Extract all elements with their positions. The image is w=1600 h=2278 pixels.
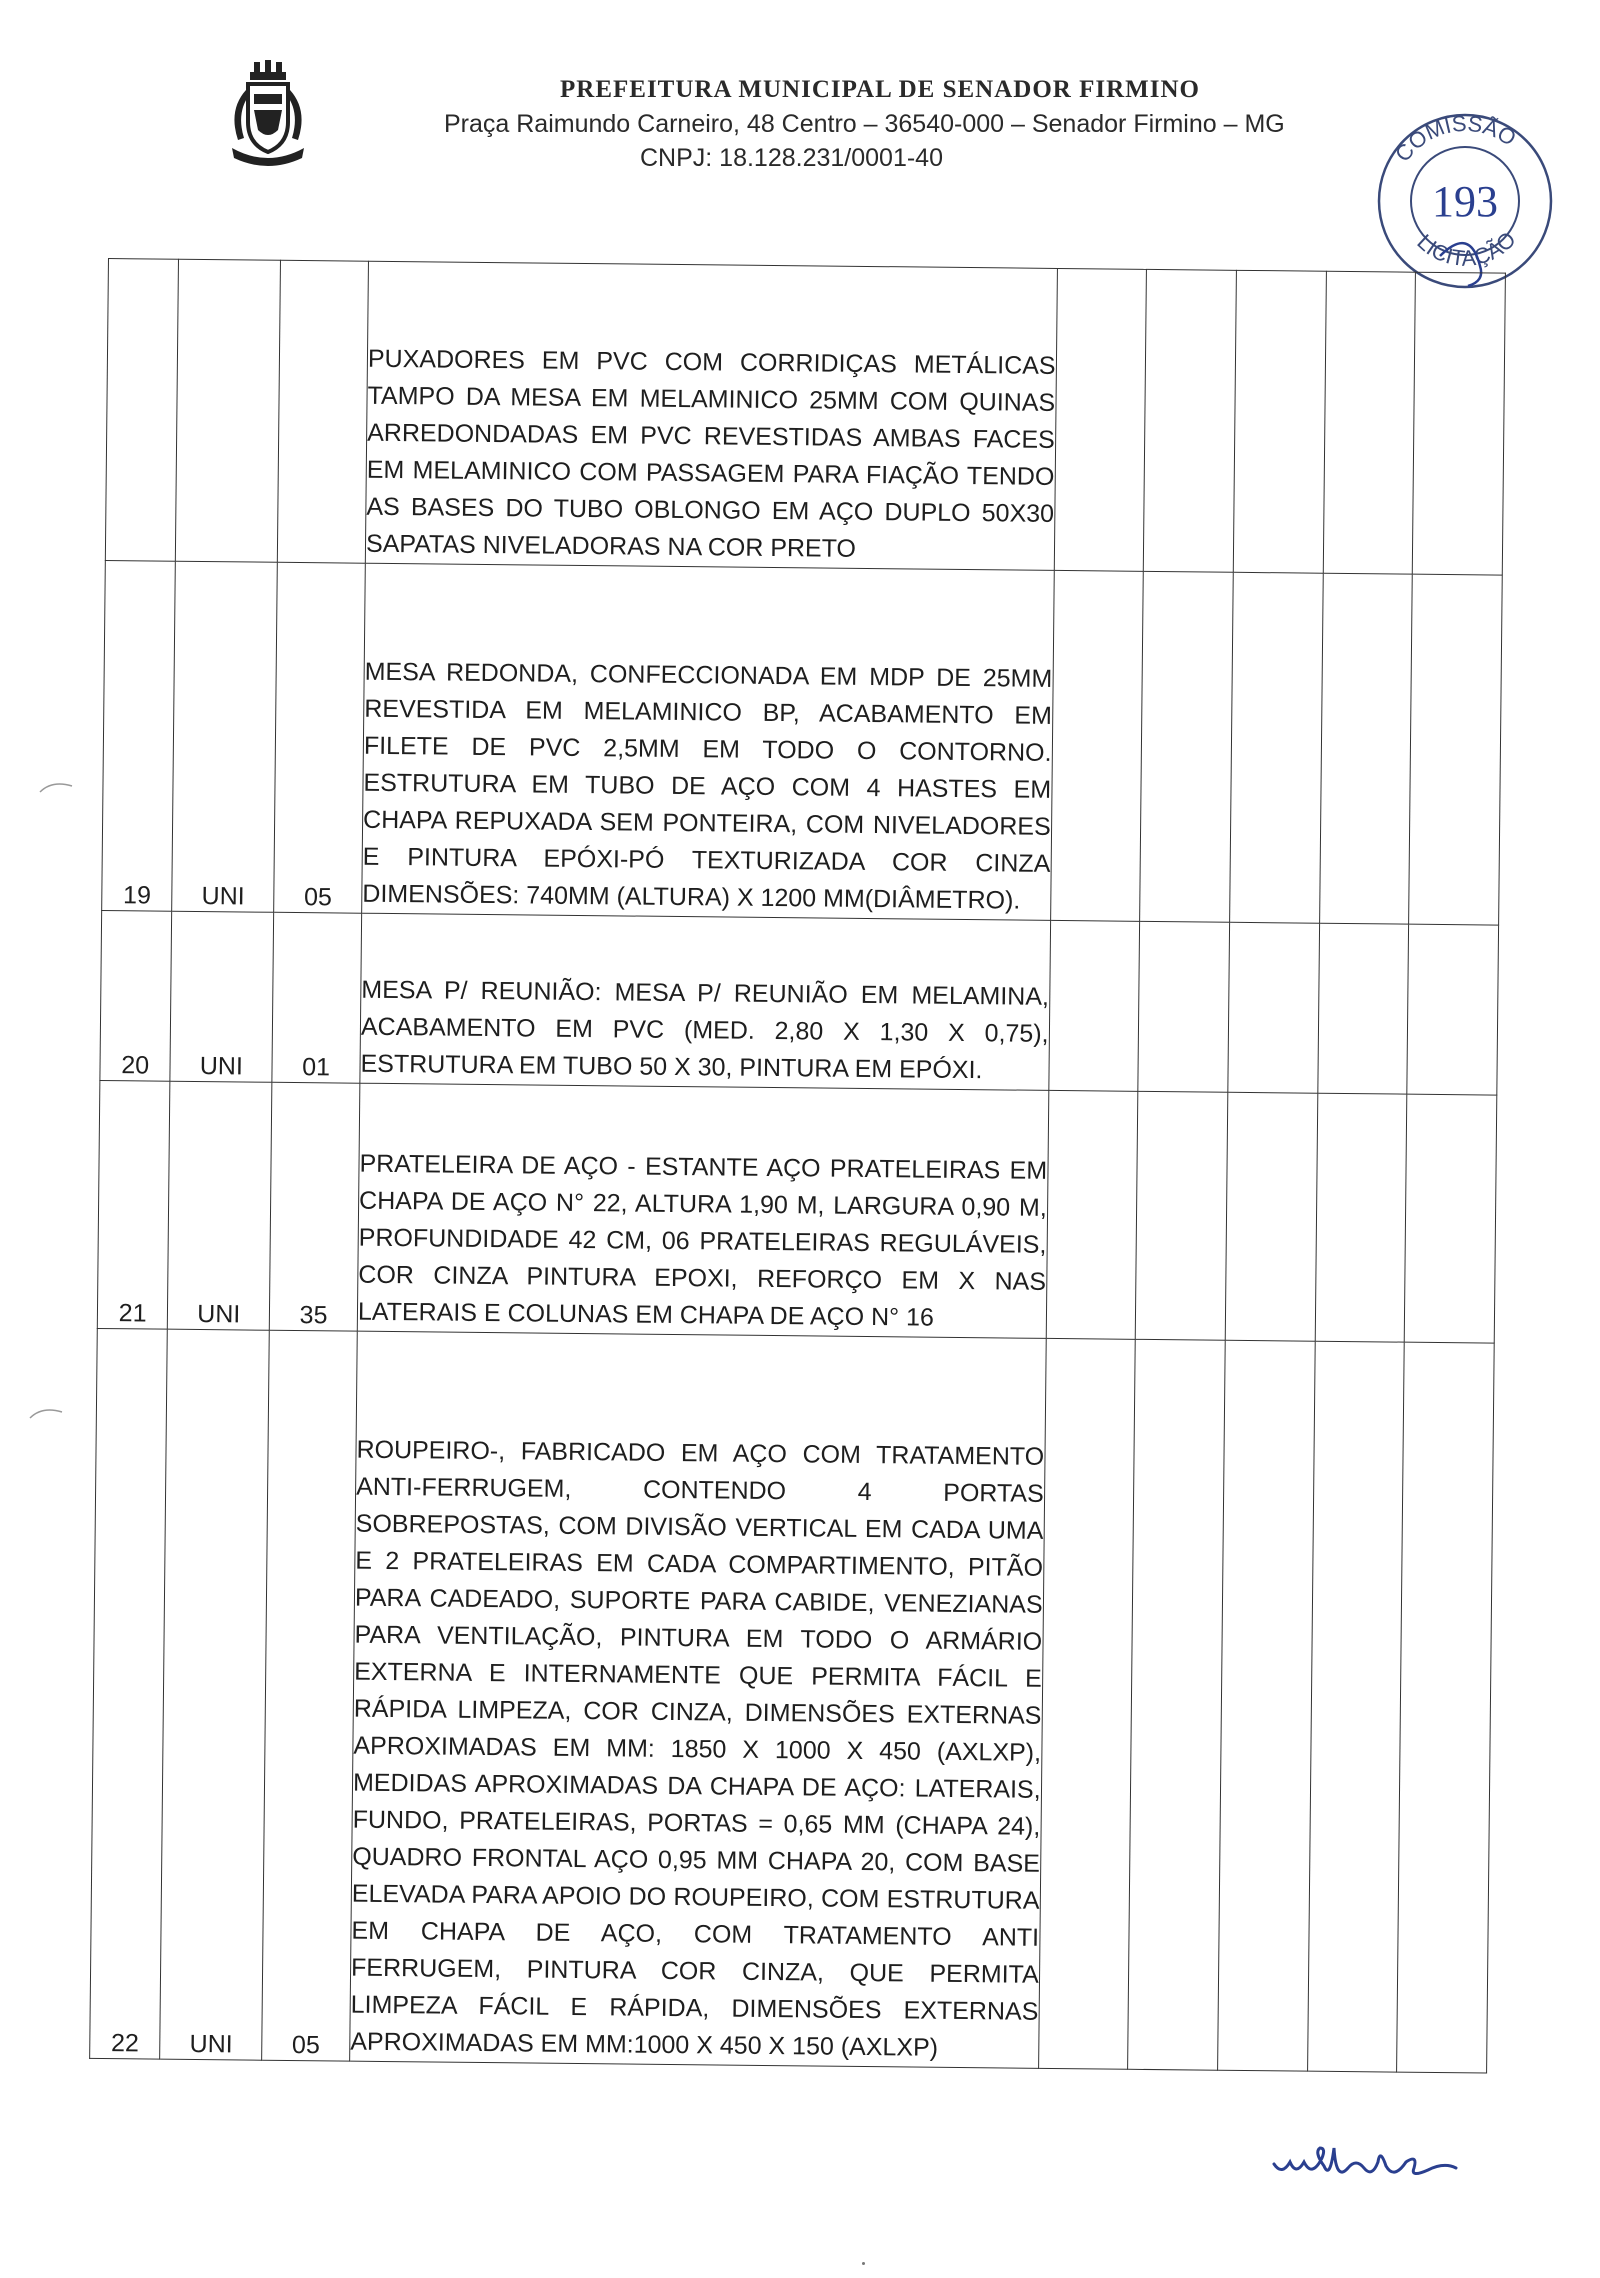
empty-cell — [1409, 574, 1502, 925]
item-number: 22 — [90, 1328, 168, 2059]
item-description: MESA REDONDA, CONFECCIONADA EM MDP DE 25MM REVESTIDA EM MELAMINICO BP, ACABAMENTO EM FILETE DE PVC 2,5MM EM TODO O CONTORNO. ESTRUTURA EM TUBO DE AÇO COM 4 HASTES EM CHAPA REPUXADA SEM PONTEIRA, COM NIVELADORES E PINTURA EPÓXI-PÓ TEXTURIZADA COR CINZA DIMENSÕES: 740MM (ALTURA) X 1200 MM(DIÂMETRO). — [362, 563, 1054, 920]
table-row — [90, 1328, 1495, 2073]
empty-cell — [1140, 571, 1233, 922]
item-number: 20 — [100, 910, 172, 1081]
table-row — [97, 1080, 1497, 1343]
item-number — [105, 259, 179, 562]
empty-cell — [1317, 923, 1408, 1094]
item-description: PUXADORES EM PVC COM CORRIDIÇAS METÁLICAS TAMPO DA MESA EM MELAMINICO 25MM COM QUINAS ARREDONDADAS EM PVC REVESTIDAS AMBAS FACES EM MELAMINICO COM PASSAGEM PARA FIAÇÃO TENDO AS BASES DO TUBO OBLONGO EM AÇO DUPLO 50X30 SAPATAS NIVELADORAS NA COR PRETO — [365, 261, 1057, 570]
empty-cell — [1404, 1094, 1496, 1343]
empty-cell — [1233, 270, 1326, 573]
scan-mark — [28, 1404, 68, 1420]
item-quantity: 05 — [274, 562, 365, 913]
item-quantity: 01 — [272, 912, 362, 1083]
item-description: ROUPEIRO-, FABRICADO EM AÇO COM TRATAMENTO ANTI-FERRUGEM, CONTENDO 4 PORTAS SOBREPOSTAS, COM DIVISÃO VERTICAL EM CADA UMA E 2 PRATELEIRAS EM CADA COMPARTIMENTO, PITÃO PARA CADEADO, SUPORTE PARA CABIDE, VENEZIANAS PARA VENTILAÇÃO, PINTURA EM TODO O ARMÁRIO EXTERNA E INTERNAMENTE QUE PERMITA FÁCIL E RÁPIDA LIMPEZA, COR CINZA, DIMENSÕES EXTERNAS APROXIMADAS EM MM: 1850 X 1000 X 450 (AXLXP), MEDIDAS APROXIMADAS DA CHAPA DE AÇO: LATERAIS, FUNDO, PRATELEIRAS, PORTAS = 0,65 MM (CHAPA 24), QUADRO FRONTAL AÇO 0,95 MM CHAPA 20, COM BASE ELEVADA PARA APOIO DO ROUPEIRO, COM ESTRUTURA EM CHAPA DE AÇO, COM TRATAMENTO ANTI FERRUGEM, PINTURA COR CINZA, QUE PERMITA LIMPEZA FÁCIL E RÁPIDA, DIMENSÕES EXTERNAS APROXIMADAS EM MM:1000 X 450 X 150 (AXLXP) — [350, 1331, 1046, 2068]
empty-cell — [1138, 921, 1229, 1092]
item-number: 21 — [97, 1080, 170, 1329]
item-description: MESA P/ REUNIÃO: MESA P/ REUNIÃO EM MELAMINA, ACABAMENTO EM PVC (MED. 2,80 X 1,30 X 0,75), ESTRUTURA EM TUBO 50 X 30, PINTURA EM EPÓXI. — [360, 913, 1050, 1090]
item-quantity: 35 — [270, 1082, 360, 1331]
empty-cell — [1136, 1091, 1228, 1340]
municipality-cnpj: CNPJ: 18.128.231/0001-40 — [640, 144, 943, 172]
municipality-title: PREFEITURA MUNICIPAL DE SENADOR FIRMINO — [560, 76, 1200, 103]
empty-cell — [1225, 1092, 1317, 1341]
stamp-page-number: 193 — [1432, 177, 1498, 226]
empty-cell — [1128, 1339, 1225, 2070]
scan-speck — [862, 2262, 865, 2265]
empty-cell — [1413, 272, 1506, 575]
stamp-top-text: COMISSÃO — [1389, 110, 1521, 167]
empty-cell — [1407, 924, 1499, 1095]
item-quantity: 05 — [262, 1330, 357, 2061]
empty-cell — [1038, 1338, 1135, 2069]
table-row — [102, 560, 1503, 925]
stamp-bottom-text: LICITAÇÃO — [1412, 226, 1521, 271]
item-unit — [176, 259, 281, 562]
empty-cell — [1050, 570, 1143, 921]
municipal-crest-icon — [218, 60, 318, 170]
scan-mark — [38, 778, 78, 794]
item-unit: UNI — [160, 1329, 269, 2060]
empty-cell — [1323, 271, 1416, 574]
table-row — [100, 910, 1499, 1095]
signature-icon — [1268, 2118, 1508, 2198]
items-table — [89, 258, 1506, 2074]
empty-cell — [1218, 1340, 1315, 2071]
empty-cell — [1230, 572, 1323, 923]
empty-cell — [1315, 1093, 1407, 1342]
commission-stamp — [1370, 106, 1560, 296]
item-unit: UNI — [170, 911, 274, 1082]
empty-cell — [1319, 573, 1412, 924]
municipality-address: Praça Raimundo Carneiro, 48 Centro – 36540-000 – Senador Firmino – MG — [444, 110, 1285, 138]
empty-cell — [1228, 922, 1319, 1093]
empty-cell — [1054, 268, 1147, 571]
empty-cell — [1046, 1090, 1138, 1339]
empty-cell — [1144, 269, 1237, 572]
item-quantity — [278, 260, 369, 563]
table-row — [105, 259, 1505, 576]
empty-cell — [1397, 1342, 1494, 2073]
empty-cell — [1307, 1341, 1404, 2072]
empty-cell — [1048, 920, 1139, 1091]
item-number: 19 — [102, 560, 176, 911]
item-unit: UNI — [168, 1081, 272, 1330]
item-unit: UNI — [172, 561, 277, 912]
item-description: PRATELEIRA DE AÇO - ESTANTE AÇO PRATELEIRAS EM CHAPA DE AÇO N° 22, ALTURA 1,90 M, LARGURA 0,90 M, PROFUNDIDADE 42 CM, 06 PRATELEIRAS REGULÁVEIS, COR CINZA PINTURA EPOXI, REFORÇO EM X NAS LATERAIS E COLUNAS EM CHAPA DE AÇO N° 16 — [357, 1083, 1048, 1338]
